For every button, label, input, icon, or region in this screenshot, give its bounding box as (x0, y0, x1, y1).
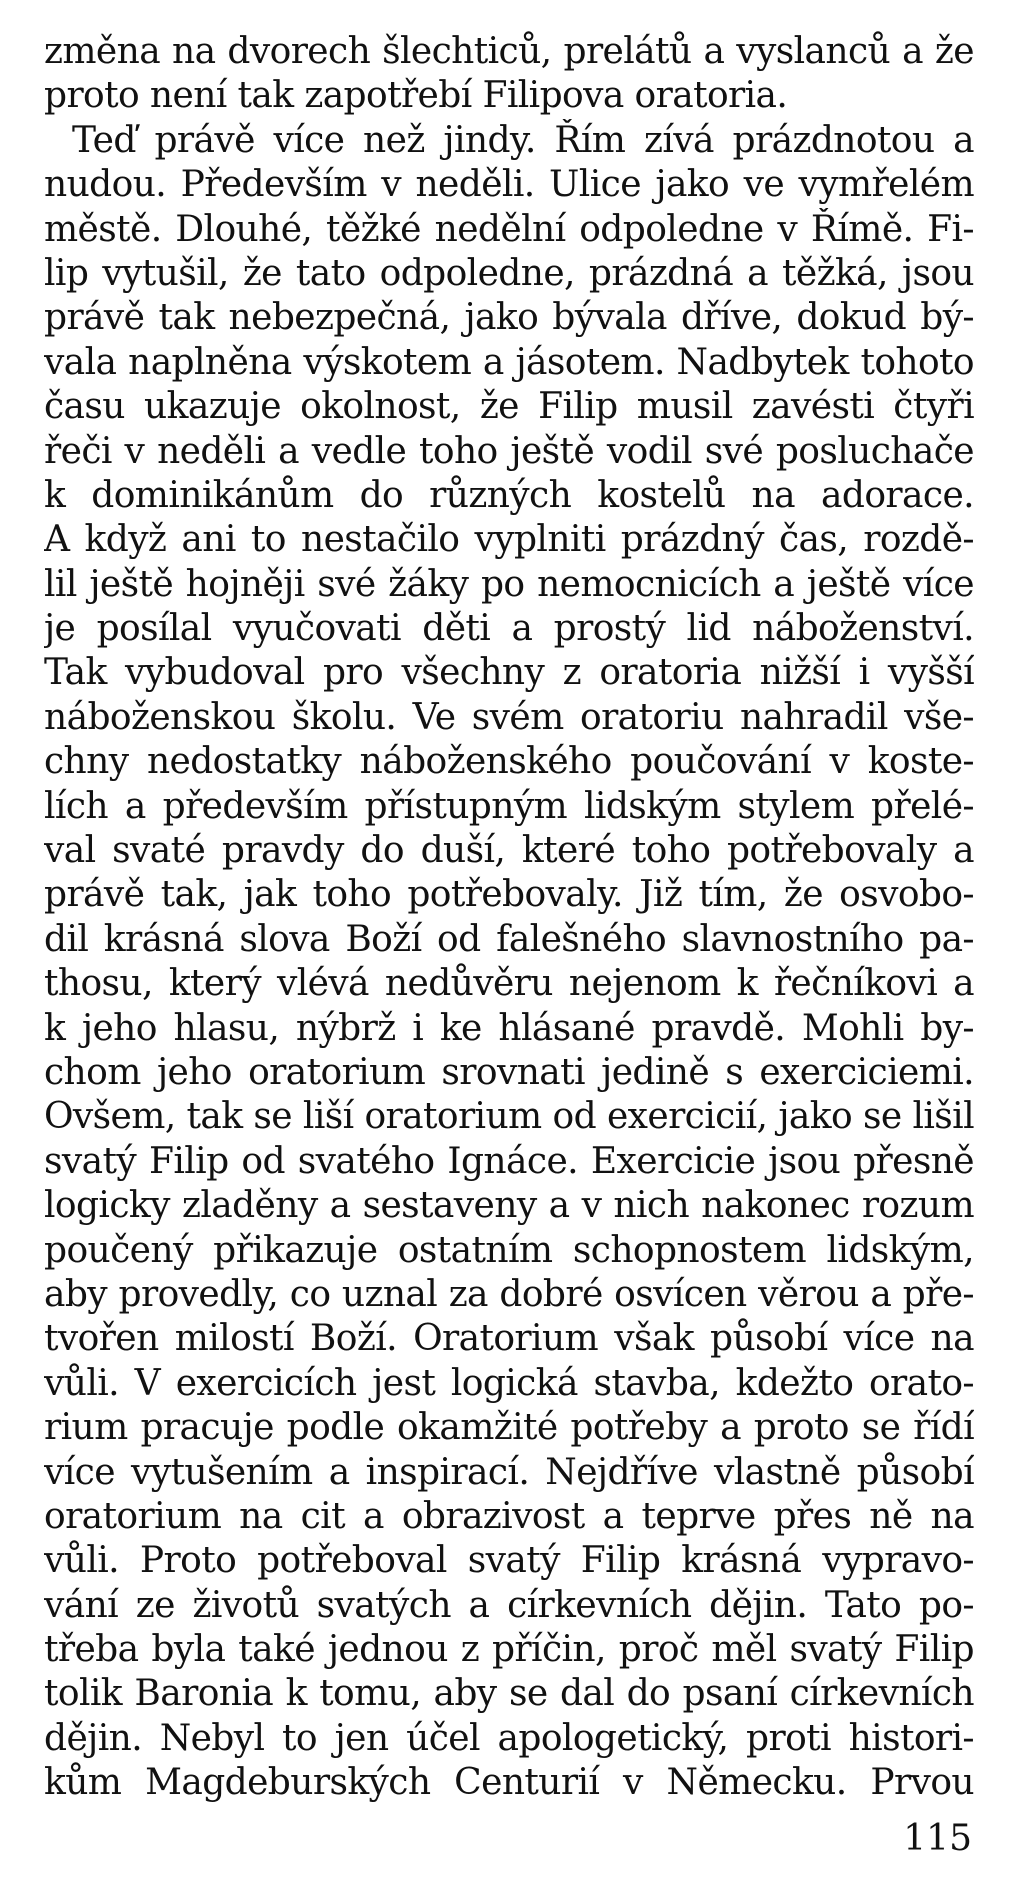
page-number: 115 (903, 1818, 972, 1859)
text-line: lích a především přístupným lidským stylem přelé- (44, 785, 974, 827)
text-line: vůli. Proto potřeboval svatý Filip krásná vypravo- (44, 1540, 974, 1582)
text-line: k jeho hlasu, nýbrž i ke hlásané pravdě. Mohli by- (44, 1007, 974, 1049)
text-line: oratorium na cit a obrazivost a teprve přes ně na (44, 1495, 974, 1537)
text-line: nudou. Především v neděli. Ulice jako ve vymřelém (44, 164, 974, 206)
text-line: Tak vybudoval pro všechny z oratoria nižší i vyšší (44, 652, 974, 694)
text-line: lil ještě hojněji své žáky po nemocnicích a ještě více (44, 563, 974, 605)
text-line: třeba byla také jednou z příčin, proč měl svatý Filip (44, 1629, 974, 1671)
text-line: k dominikánům do různých kostelů na adorace. (44, 474, 974, 516)
text-line: Teď právě více než jindy. Řím zívá prázdnotou a (72, 119, 974, 161)
text-line: více vytušením a inspirací. Nejdříve vlastně působí (44, 1451, 974, 1493)
text-line: aby provedly, co uznal za dobré osvícen věrou a pře- (44, 1273, 974, 1315)
text-line: svatý Filip od svatého Ignáce. Exercicie jsou přesně (44, 1140, 974, 1182)
text-line: změna na dvorech šlechticů, prelátů a vyslanců a že (44, 31, 974, 72)
text-line: dějin. Nebyl to jen účel apologetický, proti histori- (44, 1717, 974, 1759)
text-line: chom jeho oratorium srovnati jedině s exerciciemi. (44, 1051, 974, 1093)
text-line: chny nedostatky náboženského poučování v koste- (44, 741, 974, 783)
text-line: kům Magdeburských Centurií v Německu. Prvou (44, 1762, 974, 1804)
text-line: právě tak nebezpečná, jako bývala dříve, dokud bý- (44, 297, 974, 339)
text-line: náboženskou školu. Ve svém oratoriu nahradil vše- (44, 696, 974, 738)
text-line: poučený přikazuje ostatním schopnostem lidským, (44, 1229, 974, 1271)
text-line: tolik Baronia k tomu, aby se dal do psaní církevních (44, 1673, 974, 1715)
text-line: dil krásná slova Boží od falešného slavnostního pa- (44, 918, 974, 960)
text-line: vůli. V exercicích jest logická stavba, kdežto orato- (44, 1362, 974, 1404)
text-line: právě tak, jak toho potřebovaly. Již tím, že osvobo- (44, 874, 974, 916)
text-line: je posílal vyučovati děti a prostý lid náboženství. (44, 608, 974, 650)
text-line: rium pracuje podle okamžité potřeby a proto se řídí (44, 1407, 974, 1449)
text-line: vala naplněna výskotem a jásotem. Nadbytek tohoto (44, 341, 974, 383)
text-line: tvořen milostí Boží. Oratorium však působí více na (44, 1318, 974, 1360)
text-line: vání ze životů svatých a církevních dějin. Tato po- (44, 1584, 974, 1626)
text-line: Ovšem, tak se liší oratorium od exercicií, jako se lišil (44, 1096, 974, 1138)
text-line: městě. Dlouhé, těžké nedělní odpoledne v Římě. Fi- (44, 208, 974, 250)
text-line: proto není tak zapotřebí Filipova oratoria. (44, 75, 788, 117)
body-text (44, 30, 974, 1806)
text-line: lip vytušil, že tato odpoledne, prázdná a těžká, jsou (44, 252, 974, 294)
text-line: thosu, který vlévá nedůvěru nejenom k řečníkovi a (44, 963, 974, 1005)
text-line: A když ani to nestačilo vyplniti prázdný čas, rozdě- (44, 519, 974, 561)
text-line: řeči v neděli a vedle toho ještě vodil své posluchače (44, 430, 974, 472)
text-line: logicky zladěny a sestaveny a v nich nakonec rozum (44, 1185, 974, 1227)
text-line: val svaté pravdy do duší, které toho potřebovaly a (44, 830, 974, 872)
text-line: času ukazuje okolnost, že Filip musil zavésti čtyři (44, 386, 974, 428)
